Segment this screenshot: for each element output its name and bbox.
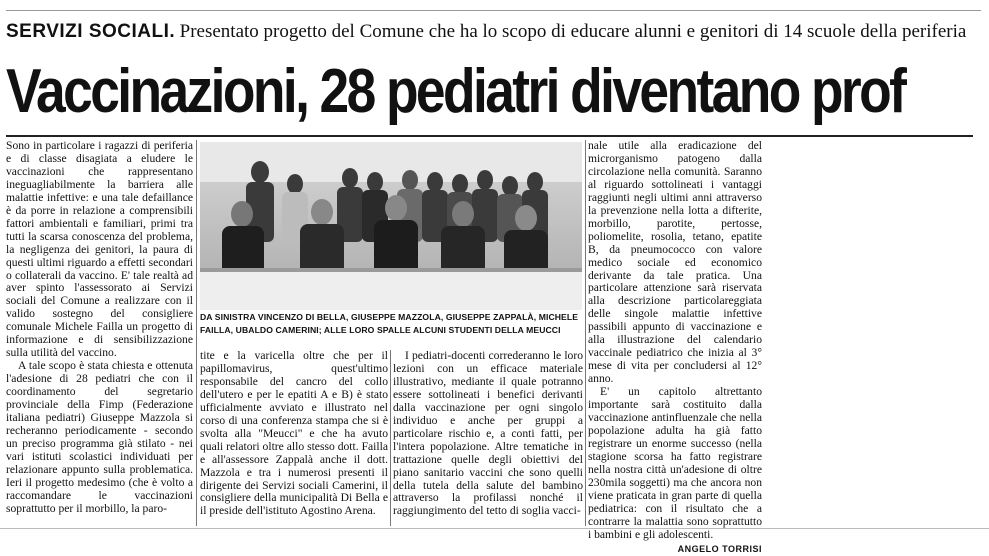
top-rule — [6, 10, 981, 11]
column-3 — [393, 350, 583, 518]
kicker — [6, 21, 981, 47]
subheading: Presentato progetto del Comune che ha lo scopo di educare alunni e genitori di 14 scuole della periferia — [179, 21, 967, 42]
paragraph: tite e la varicella oltre che per il papillomavirus, quest'ultimo responsabile del cancro del collo dell'utero e per le epatiti A e B) è stato ufficialmente avviato e illustrato nel corso di una conferenza stampa che si è svolta alla "Meucci" e che ha avuto quali relatori oltre allo stesso dott. Failla e all'assessore Zappalà anche il dott. Mazzola e tra i numerosi presenti il dirigente dei Servizi sociali Camerini, il consigliere della municipalità Di Bella e il preside dell'istituto Agostino Arena. — [200, 349, 388, 518]
headline: Vaccinazioni, 28 pediatri diventano prof — [6, 57, 905, 126]
headline-rule — [6, 135, 973, 137]
paragraph: I pediatri-docenti correderanno le loro lezioni con un efficace materiale illustrativo, mediante il quale potranno essere sottolineati i benefici derivanti dalla vaccinazione per ogni singolo individuo e anche per gruppi a particolare rischio e, a conti fatti, per l'intera popolazione. Altre tematiche in trattazione quelle degli obiettivi del piano sanitario vaccini che sono quelli della tutela della salute del bambino attraverso la profilassi nonché il raggiungimento del tetto di soglia vacci- — [393, 349, 583, 518]
column-divider — [390, 350, 391, 526]
paragraph: nale utile alla eradicazione del microrganismo patogeno dalla circolazione nella comunità. Saranno al riguardo sottolineati i vantaggi raggiunti negli ultimi anni attraverso la prevenzione nella lotta a difterite, morbillo, parotite, pertosse, poliomelite, rosolia, tetano, epatite B, da pneumococco con valore medico sociale ed economico derivante da tale pratica. Una particolare attenzione sarà riservata alla descrizione particolareggiata delle singole malattie infettive passibili appunto di vaccinazione e alla illustrazione del calendario vaccinale pediatrico che inizia al 3° mese di vita per concludersi al 12° anno. — [588, 139, 762, 386]
paragraph: Sono in particolare i ragazzi di periferia e di classe disagiata a eludere le vaccinazioni che rappresentano ineguagliabilmente la barriera alle malattie infettive: e una tale defaillance è da porre in relazione a comprensibili fattori ambientali e familiari, primi tra tutti la scarsa conoscenza del problema, la negligenza dei genitori, la paura di questi ultimi riguardo a effetti secondari o collaterali da vaccino. E' tale realtà ad aver spinto l'assessorato ai Servizi sociali del Comune a realizzare con il valido sostegno del consigliere comunale Michele Failla un progetto di informazione e di sensibilizzazione sulla utilità del vaccino. — [6, 139, 193, 360]
paragraph: E' un capitolo altrettanto importante sarà costituito dalla vaccinazione antinfluenzale che nella popolazione adulta ha già fatto registrare un enorme successo (nella stagione scorsa ha fatto registrare nella nostra città un'adesione di oltre 230mila soggetti) ma che ancora non viene praticata in gran parte di quella pediatrica: con il risultato che a contrarre la malattia sono soprattutto i bambini e gli adolescenti. — [588, 385, 762, 541]
photo-illustration — [200, 142, 582, 310]
author-signature: ANGELO TORRISI — [677, 543, 762, 554]
group-photo — [200, 142, 582, 310]
photo-caption: DA SINISTRA VINCENZO DI BELLA, GIUSEPPE MAZZOLA, GIUSEPPE ZAPPALÀ, MICHELE FAILLA, UBALDO CAMERINI; ALLE LORO SPALLE ALCUNI STUDENTI DELLA MEUCCI — [200, 311, 582, 343]
section-label: SERVIZI SOCIALI. — [6, 21, 176, 42]
column-1 — [6, 140, 193, 516]
column-divider — [196, 140, 197, 526]
column-divider — [585, 140, 586, 526]
column-2 — [200, 350, 388, 518]
column-4 — [588, 140, 762, 556]
paragraph: A tale scopo è stata chiesta e ottenuta l'adesione di 28 pediatri che con il coordinamento del segretario provinciale della Fimp (Federazione italiana pediatri) Giuseppe Mazzola si recheranno periodicamente - secondo un preciso programma già stilato - nei vari istituti scolastici individuati per relazionare appunto sulla problematica. Ieri il progetto medesimo (che è volto a raccomandare le vaccinazioni soprattutto per il morbillo, la paro- — [6, 359, 193, 515]
bottom-rule — [0, 528, 989, 529]
